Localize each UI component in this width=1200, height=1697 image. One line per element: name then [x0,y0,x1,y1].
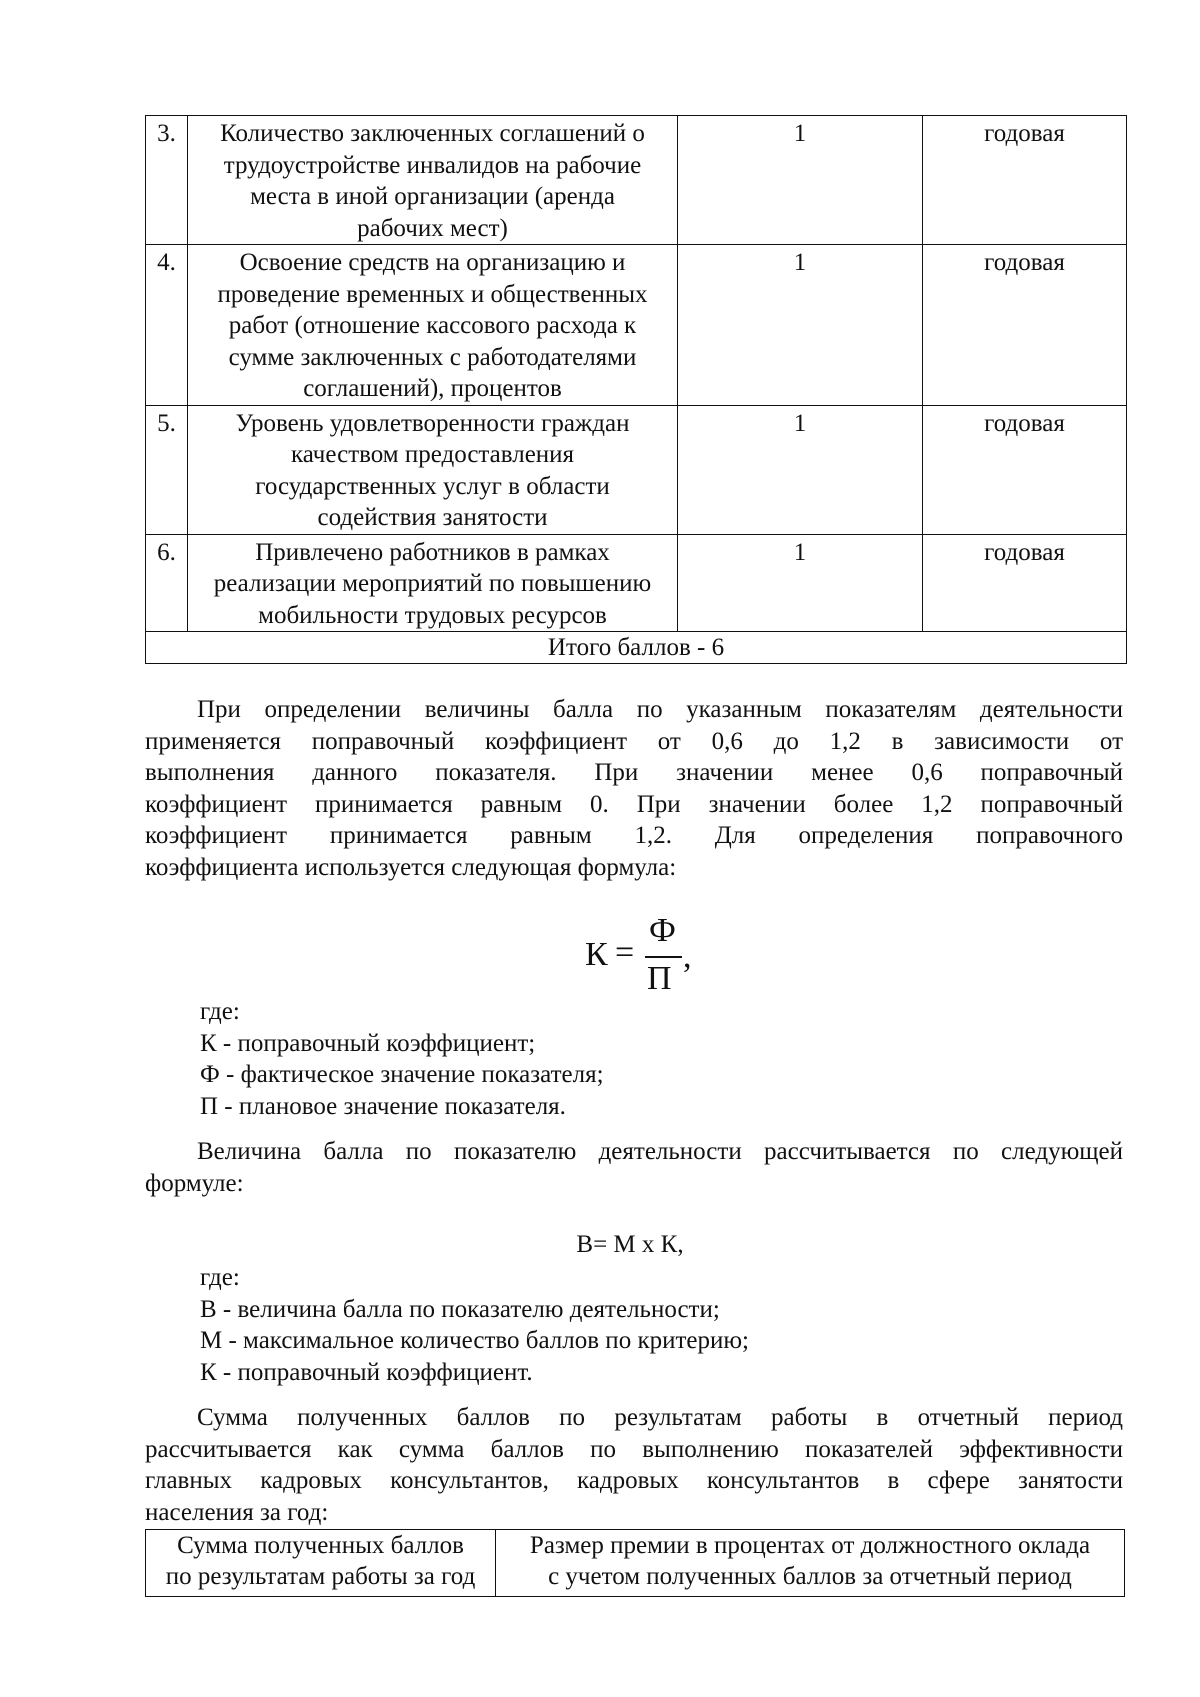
formula-tail: , [683,938,692,975]
fraction-bar [645,956,682,958]
paragraph-line: Величина балла по показателю деятельности рассчитывается по следующей [197,1138,1123,1165]
paragraph-score-formula [145,1136,1123,1199]
paragraph-line: применяется поправочный коэффициент от 0,6 до 1,2 в зависимости от [145,727,1123,755]
paragraph-line: коэффициента используется следующая формула: [145,853,677,881]
formula-denominator: П [647,960,672,997]
header-line: Размер премии в процентах от должностного оклада [529,1532,1091,1559]
criterion-name-line: мобильности трудовых ресурсов [258,601,607,629]
criterion-score: 1 [678,116,923,245]
paragraph-line: главных кадровых консультантов, кадровых консультантов в сфере занятости [145,1467,1123,1494]
criterion-period: годовая [923,116,1127,245]
paragraph-line: выполнения данного показателя. При значении менее 0,6 поправочный [145,759,1123,786]
criterion-score: 1 [678,405,923,534]
criterion-period: годовая [923,534,1127,632]
criterion-period: годовая [923,405,1127,534]
legend-item: К - поправочный коэффициент. [200,1358,533,1386]
legend-where: где: [200,998,240,1025]
table-row [146,405,1127,534]
formula-score: В= М х К, [576,1231,684,1258]
formula-coefficient [585,912,695,997]
criterion-name-line: соглашений), процентов [303,375,562,402]
criterion-name-line: места в иной организации (аренда [250,183,615,210]
criterion-name-line: Количество заключенных соглашений о [220,120,645,147]
legend-item: Ф - фактическое значение показателя; [200,1061,604,1088]
criterion-name [188,116,678,245]
formula-lhs: К [585,936,608,973]
bonus-table [145,1529,1125,1597]
legend-item: П - плановое значение показателя. [200,1092,566,1120]
paragraph-total-score [145,1402,1123,1528]
criterion-name-line: трудоустройстве инвалидов на рабочие [223,151,642,179]
criterion-name-line: качеством предоставления [290,441,575,468]
paragraph-correction-coefficient [145,694,1123,883]
header-line: по результатам работы за год [165,1563,476,1590]
table-row [146,534,1127,632]
criterion-name-line: рабочих мест) [357,214,508,242]
criteria-table [145,115,1127,664]
formula-legend [200,996,604,1122]
legend-item: М - максимальное количество баллов по критерию; [200,1327,749,1354]
criterion-name [188,245,678,406]
total-score: Итого баллов - 6 [146,632,1127,664]
table-row [146,116,1127,245]
criterion-name [188,534,678,632]
formula-legend [200,1262,749,1388]
legend-item: В - величина балла по показателю деятельности; [200,1295,720,1323]
table-header-row [146,1530,1125,1597]
criterion-name-line: Уровень удовлетворенности граждан [235,409,630,437]
row-number: 5. [146,405,188,534]
formula-numerator: Ф [649,912,676,949]
header-line: Сумма полученных баллов [177,1532,464,1559]
criterion-name-line: проведение временных и общественных [217,280,648,308]
paragraph-line: населения за год: [145,1498,329,1526]
row-number: 6. [146,534,188,632]
criterion-name-line: реализации мероприятий по повышению [213,570,652,597]
paragraph-line: коэффициент принимается равным 1,2. Для определения поправочного [145,822,1123,849]
legend-item: К - поправочный коэффициент; [200,1029,536,1057]
criterion-name-line: Освоение средств на организацию и [239,249,626,276]
row-number: 3. [146,116,188,245]
criterion-score: 1 [678,245,923,406]
paragraph-line: формуле: [145,1169,244,1197]
paragraph-line: коэффициент принимается равным 0. При значении более 1,2 поправочный [145,790,1123,818]
total-row [146,632,1127,664]
column-header-bonus-size [496,1530,1125,1597]
criterion-name-line: Привлечено работников в рамках [255,538,610,566]
legend-where: где: [200,1264,240,1291]
column-header-score-sum [146,1530,496,1597]
paragraph-line: При определении величины балла по указанным показателям деятельности [197,696,1123,723]
row-number: 4. [146,245,188,406]
table-row [146,245,1127,406]
paragraph-line: рассчитывается как сумма баллов по выполнению показателей эффективности [145,1435,1123,1463]
paragraph-line: Сумма полученных баллов по результатам работы в отчетный период [197,1404,1123,1431]
criterion-score: 1 [678,534,923,632]
criterion-name-line: сумме заключенных с работодателями [228,343,637,371]
formula-equals: = [615,934,635,971]
criterion-name-line: работ (отношение кассового расхода к [228,312,637,339]
criterion-name-line: содействия занятости [317,504,548,531]
criterion-name [188,405,678,534]
header-line: с учетом полученных баллов за отчетный период [548,1563,1072,1590]
criterion-name-line: государственных услуг в области [255,472,610,500]
criterion-period: годовая [923,245,1127,406]
